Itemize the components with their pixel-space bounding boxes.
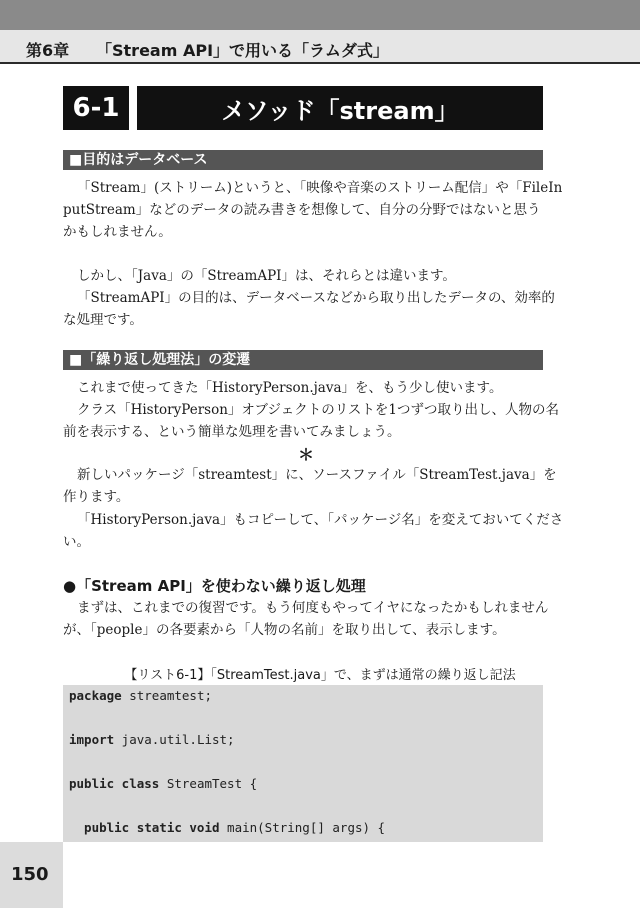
paragraph-line: かもしれません。: [63, 224, 172, 240]
paragraph-line: putStream」などのデータの読み書きを想像して、自分の分野ではないと思う: [63, 202, 541, 218]
code-keyword: public static void: [69, 820, 220, 835]
code-line: [69, 688, 212, 703]
code-keyword: package: [69, 688, 122, 703]
code-text: java.util.List;: [114, 732, 235, 747]
bullet-heading: ●「Stream API」を使わない繰り返し処理: [63, 577, 366, 595]
paragraph-line: これまで使ってきた「HistoryPerson.java」を、もう少し使います。: [77, 380, 503, 396]
paragraph-line: クラス「HistoryPerson」オブジェクトのリストを1つずつ取り出し、人物の名: [77, 402, 560, 418]
paragraph-line: 「Stream」(ストリーム)というと、「映像や音楽のストリーム配信」や「FileIn: [77, 180, 563, 196]
code-text: streamtest;: [121, 688, 212, 703]
code-listing: [63, 685, 543, 842]
subheading-loop-history: ■「繰り返し処理法」の変遷: [63, 350, 543, 370]
paragraph-line: い。: [63, 534, 90, 550]
chapter-number: 第6章: [26, 41, 70, 60]
code-text: StreamTest {: [159, 776, 258, 791]
chapter-title: 「Stream API」で用いる「ラムダ式」: [96, 41, 389, 60]
paragraph-line: 「StreamAPI」の目的は、データベースなどから取り出したデータの、効率的: [77, 290, 555, 306]
code-line: [69, 820, 385, 835]
code-keyword: public class: [69, 776, 160, 791]
code-line: [69, 776, 257, 791]
listing-caption: 【リスト6-1】「StreamTest.java」で、まずは通常の繰り返し記法: [124, 668, 516, 683]
section-number: 6-1: [63, 86, 129, 130]
paragraph-line: 「HistoryPerson.java」もコピーして、「パッケージ名」を変えておいてくださ: [77, 512, 564, 528]
paragraph-line: な処理です。: [63, 312, 143, 328]
section-title: メソッド「stream」: [137, 86, 543, 130]
top-band: [0, 0, 640, 30]
paragraph-line: 新しいパッケージ「streamtest」に、ソースファイル「StreamTest.java」を: [77, 467, 557, 483]
paragraph-line: 作ります。: [63, 489, 130, 505]
code-text: main(String[] args) {: [219, 820, 386, 835]
chapter-header: [0, 30, 640, 64]
code-keyword: import: [69, 732, 115, 747]
paragraph-line: 前を表示する、という簡単な処理を書いてみましょう。: [63, 424, 401, 440]
paragraph-line: しかし、「Java」の「StreamAPI」は、それらとは違います。: [77, 268, 456, 284]
paragraph-line: まずは、これまでの復習です。もう何度もやってイヤになったかもしれません: [77, 600, 549, 616]
code-line: [69, 732, 235, 747]
section-break-asterisk: ＊: [298, 445, 315, 464]
page-number: 150: [11, 864, 49, 885]
paragraph-line: が、「people」の各要素から「人物の名前」を取り出して、表示します。: [63, 622, 506, 638]
subheading-purpose: ■目的はデータベース: [63, 150, 543, 170]
